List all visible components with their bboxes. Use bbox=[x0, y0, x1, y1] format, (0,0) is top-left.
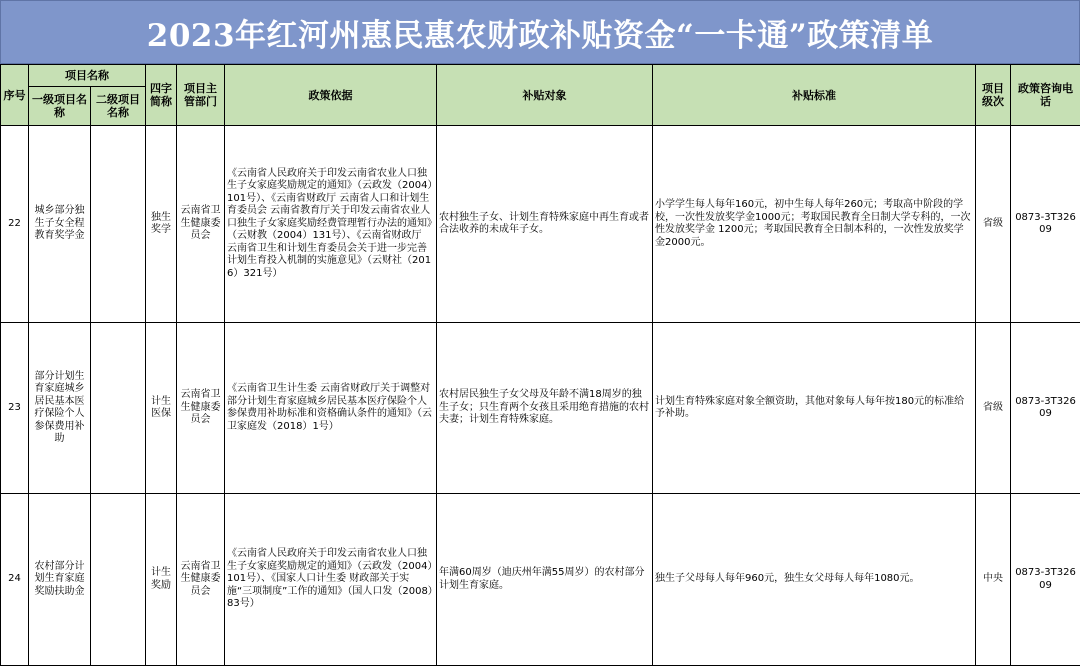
cell-seq: 22 bbox=[1, 126, 29, 323]
header-project-name: 项目名称 bbox=[29, 65, 146, 87]
cell-basis: 《云南省人民政府关于印发云南省农业人口独生子女家庭奖励规定的通知》（云政发（2004）101号）、《国家人口计生委 财政部关于实施“三项制度”工作的通知》（国人口发（2008）83号） bbox=[225, 494, 437, 666]
cell-standard: 独生子父母每人每年960元，独生女父母每人每年1080元。 bbox=[653, 494, 976, 666]
cell-project-level: 省级 bbox=[976, 126, 1011, 323]
header-phone: 政策咨询电话 bbox=[1011, 65, 1080, 126]
cell-seq: 23 bbox=[1, 323, 29, 494]
header-level1: 一级项目名称 bbox=[29, 87, 91, 126]
cell-phone: 0873-3T32609 bbox=[1011, 126, 1080, 323]
cell-project-level: 省级 bbox=[976, 323, 1011, 494]
cell-standard: 小学学生每人每年160元，初中生每人每年260元；考取高中阶段的学校，一次性发放奖学金1000元；考取国民教育全日制大学专科的，一次性发放奖学金 1200元；考取国民教育全日制本科的，一次性发放奖学金2000元。 bbox=[653, 126, 976, 323]
header-seq: 序号 bbox=[1, 65, 29, 126]
cell-phone: 0873-3T32609 bbox=[1011, 323, 1080, 494]
table-row bbox=[1, 126, 1080, 323]
cell-abbr: 独生奖学 bbox=[146, 126, 177, 323]
cell-standard: 计划生育特殊家庭对象全额资助，其他对象每人每年按180元的标准给予补助。 bbox=[653, 323, 976, 494]
header-level2: 二级项目名称 bbox=[91, 87, 146, 126]
header-standard: 补贴标准 bbox=[653, 65, 976, 126]
header-basis: 政策依据 bbox=[225, 65, 437, 126]
cell-phone: 0873-3T32609 bbox=[1011, 494, 1080, 666]
cell-level2 bbox=[91, 494, 146, 666]
cell-level1: 城乡部分独生子女全程教育奖学金 bbox=[29, 126, 91, 323]
cell-dept: 云南省卫生健康委员会 bbox=[177, 126, 225, 323]
header-row bbox=[1, 65, 1080, 87]
cell-seq: 24 bbox=[1, 494, 29, 666]
cell-basis: 《云南省人民政府关于印发云南省农业人口独生子女家庭奖励规定的通知》（云政发（2004）101号）、《云南省财政厅 云南省人口和计划生育委员会 云南省教育厅关于印发云南省农业人口独生子女家庭奖励经费管理暂行办法的通知》（云财教（2004）131号）、《云南省财政厅 云南省卫生和计划生育委员会关于进一步完善计划生育投入机制的实施意见》（云财社（2016）321号） bbox=[225, 126, 437, 323]
table-row bbox=[1, 323, 1080, 494]
header-target: 补贴对象 bbox=[437, 65, 653, 126]
cell-target: 农村独生子女、计划生育特殊家庭中再生育或者合法收养的未成年子女。 bbox=[437, 126, 653, 323]
cell-target: 农村居民独生子女父母及年龄不满18周岁的独生子女；只生育两个女孩且采用绝育措施的农村夫妻；计划生育特殊家庭。 bbox=[437, 323, 653, 494]
header-abbr: 四字简称 bbox=[146, 65, 177, 126]
cell-level1: 部分计划生育家庭城乡居民基本医疗保险个人参保费用补助 bbox=[29, 323, 91, 494]
cell-dept: 云南省卫生健康委员会 bbox=[177, 323, 225, 494]
cell-dept: 云南省卫生健康委员会 bbox=[177, 494, 225, 666]
cell-abbr: 计生奖励 bbox=[146, 494, 177, 666]
header-dept: 项目主管部门 bbox=[177, 65, 225, 126]
cell-level2 bbox=[91, 126, 146, 323]
page-title: 2023年红河州惠民惠农财政补贴资金“一卡通”政策清单 bbox=[0, 0, 1080, 64]
cell-abbr: 计生医保 bbox=[146, 323, 177, 494]
table-row bbox=[1, 494, 1080, 666]
cell-level2 bbox=[91, 323, 146, 494]
cell-project-level: 中央 bbox=[976, 494, 1011, 666]
cell-target: 年满60周岁（迪庆州年满55周岁）的农村部分计划生育家庭。 bbox=[437, 494, 653, 666]
header-project-level: 项目级次 bbox=[976, 65, 1011, 126]
cell-basis: 《云南省卫生计生委 云南省财政厅关于调整对部分计划生育家庭城乡居民基本医疗保险个人参保费用补助标准和资格确认条件的通知》（云卫家庭发（2018）1号） bbox=[225, 323, 437, 494]
policy-table bbox=[0, 64, 1080, 666]
cell-level1: 农村部分计划生育家庭奖励扶助金 bbox=[29, 494, 91, 666]
